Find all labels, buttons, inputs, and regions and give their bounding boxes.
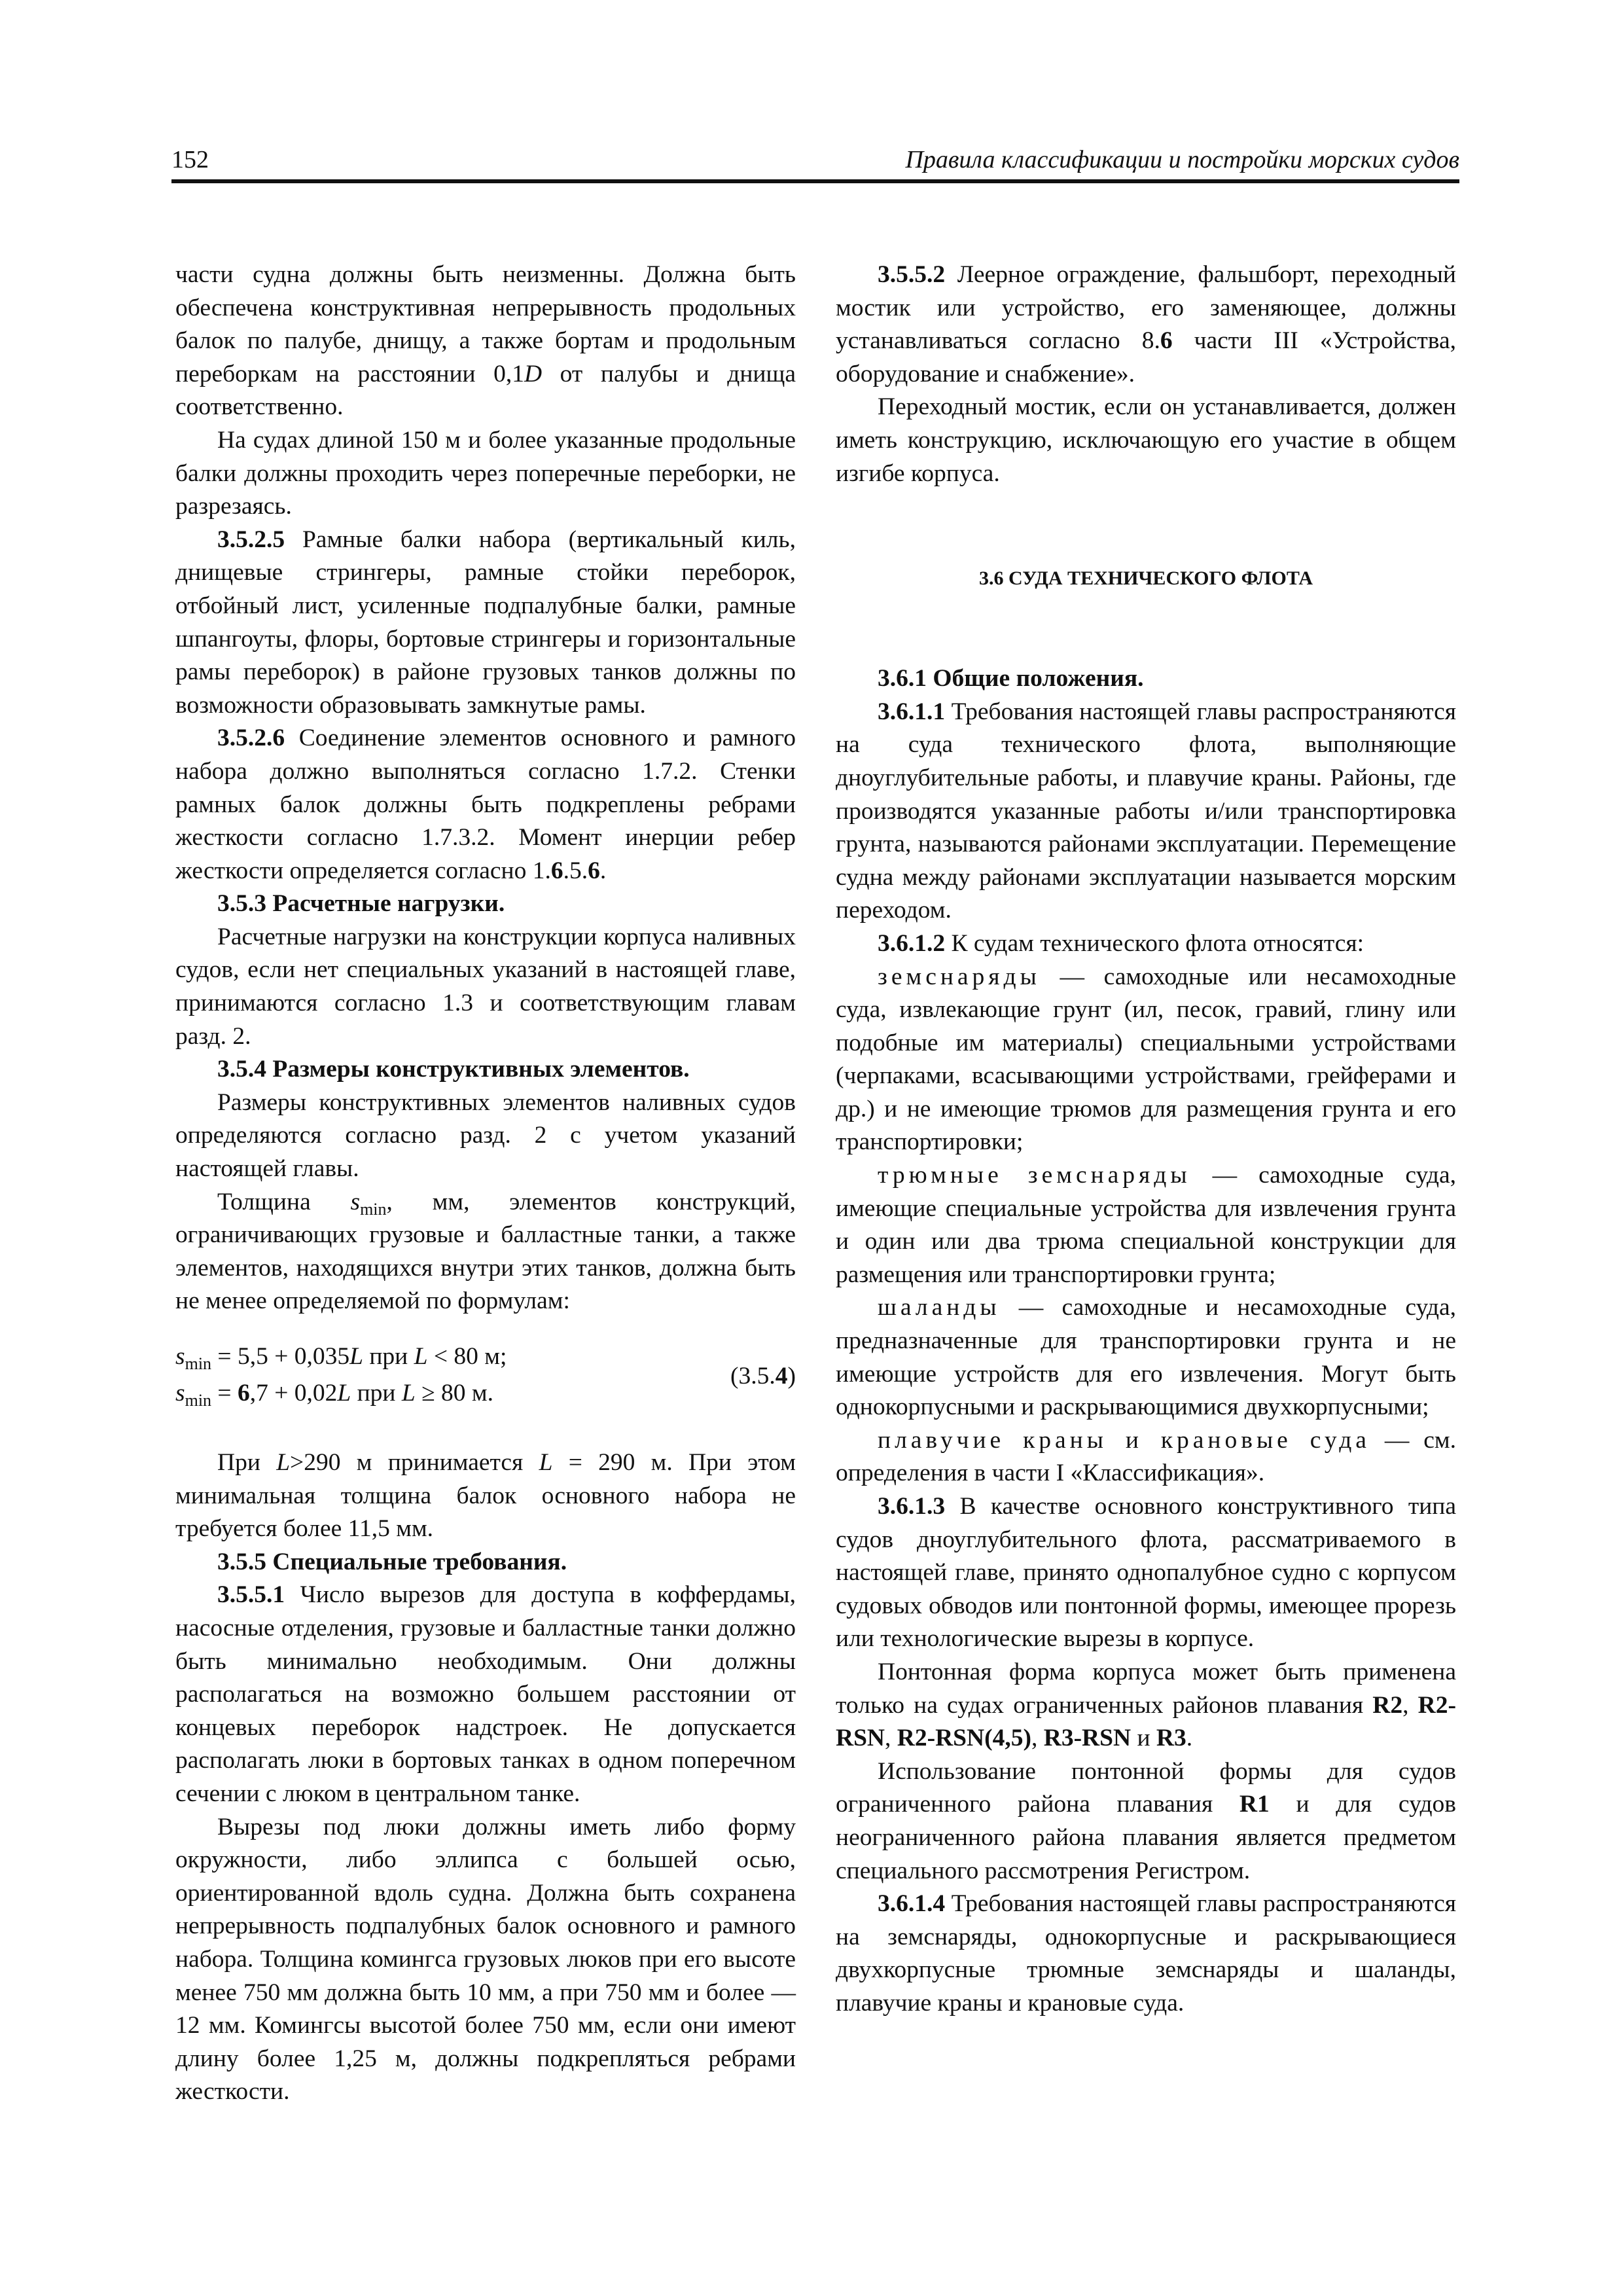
paragraph-3-6-1-4: 3.6.1.4 Требования настоящей главы распространяются на земснаряды, однокорпусные и раскрывающиеся двухкорпусные трюмные земснаряды и шаланды, плавучие краны и крановые суда. bbox=[836, 1890, 1456, 2017]
paragraph: Вырезы под люки должны иметь либо форму окружности, либо эллипса с большей осью, ориентированной вдоль судна. Должна быть сохранена непрерывность подпалубных балок основного и рамного набора. Толщина комингса грузовых люков при его высоте менее 750 мм должна быть 10 мм, а при 750 мм и более — 12 мм. Комингсы высотой более 750 мм, если они имеют длину более 1,25 м, должны подкрепляться ребрами жесткости. bbox=[175, 1813, 796, 2106]
formula-number: (3.5.4) bbox=[730, 1363, 796, 1390]
paragraph-3-6-1-3: 3.6.1.3 В качестве основного конструктивного типа судов дноуглубительного флота, рассматриваемого в настоящей главе, принято однопалубное судно с корпусом судовых обводов или понтонной формы, имеющее прорезь или технологические вырезы в корпусе. bbox=[836, 1493, 1456, 1653]
definition-barges: шаланды — самоходные и несамоходные суда, предназначенные для транспортировки грунта и не имеющие устройств для его извлечения. Могут быть однокорпусными и раскрывающимися двухкорпусными; bbox=[836, 1294, 1456, 1421]
paragraph: Толщина $s_{min}$, мм, элементов конструкций, ограничивающих грузовые и балластные танки, а также элементов, находящихся внутри этих танков, должна быть не менее определяемой по формулам: bbox=[175, 1188, 796, 1315]
paragraph: Понтонная форма корпуса может быть применена только на судах ограниченных районов плавания R2, R2-RSN, R2-RSN(4,5), R3-RSN и R3. bbox=[836, 1658, 1456, 1752]
paragraph: Размеры конструктивных элементов наливных судов определяются согласно разд. 2 с учетом указаний настоящей главы. bbox=[175, 1088, 796, 1183]
paragraph: Переходный мостик, если он устанавливается, должен иметь конструкцию, исключающую его участие в общем изгибе корпуса. bbox=[836, 393, 1456, 487]
definition-hopper-dredgers: трюмные земснаряды — самоходные суда, имеющие специальные устройства для извлечения грунта и один или два трюма специальной конструкции для размещения или транспортировки грунта; bbox=[836, 1162, 1456, 1288]
formula-line-1: $s_{min} = 5,5 + 0,035L$ при L < 80 м; bbox=[175, 1343, 507, 1373]
left-column bbox=[175, 259, 796, 2109]
paragraph-3-5-5-1: 3.5.5.1 Число вырезов для доступа в коффердамы, насосные отделения, грузовые и балластные танки должно быть минимально необходимым. Они должны располагаться на возможно большем расстоянии от концевых переборок надстроек. Не допускается располагать люки в бортовых танках в одном поперечном сечении с люком в центральном танке. bbox=[175, 1581, 796, 1807]
definition-floating-cranes: плавучие краны и крановые суда — см. определения в части I «Классификация». bbox=[836, 1426, 1456, 1487]
paragraph: части судна должны быть неизменны. Должна быть обеспечена конструктивная непрерывность продольных балок по палубе, днищу, а также бортам и продольным переборкам на расстоянии 0,1D от палубы и днища соответственно. bbox=[175, 261, 796, 421]
heading-3-5-4: 3.5.4 Размеры конструктивных элементов. bbox=[217, 1056, 690, 1083]
heading-3-5-5: 3.5.5 Специальные требования. bbox=[217, 1548, 567, 1575]
running-title: Правила классификации и постройки морских судов bbox=[905, 146, 1459, 173]
paragraph: Расчетные нагрузки на конструкции корпуса наливных судов, если нет специальных указаний в настоящей главе, принимаются согласно 1.3 и соответствующим главам разд. 2. bbox=[175, 923, 796, 1050]
paragraph-3-6-1-1: 3.6.1.1 Требования настоящей главы распространяются на суда технического флота, выполняющие дноуглубительные работы, и плавучие краны. Районы, где производятся указанные работы и/или транспортировка грунта, называются районами эксплуатации. Перемещение судна между районами эксплуатации называется морским переходом. bbox=[836, 698, 1456, 924]
paragraph-3-5-5-2: 3.5.5.2 Леерное ограждение, фальшборт, переходный мостик или устройство, его заменяющее, должны устанавливаться согласно 8.6 части III «Устройства, оборудование и снабжение». bbox=[836, 261, 1456, 387]
paragraph-3-6-1-2: 3.6.1.2 К судам технического флота относятся: bbox=[878, 929, 1364, 957]
formula-line-2: $s_{min} = 6,7 + 0,02L$ при L ≥ 80 м. bbox=[175, 1380, 494, 1410]
section-title: 3.6 СУДА ТЕХНИЧЕСКОГО ФЛОТА bbox=[979, 567, 1313, 590]
paragraph: Использование понтонной формы для судов ограниченного района плавания R1 и для судов неограниченного района плавания является предметом специального рассмотрения Регистром. bbox=[836, 1757, 1456, 1884]
paragraph-3-5-2-6: 3.5.2.6 Соединение элементов основного и рамного набора должно выполняться согласно 1.7.2. Стенки рамных балок должны быть подкреплены ребрами жесткости согласно 1.7.3.2. Момент инерции ребер жесткости определяется согласно 1.6.5.6. bbox=[175, 725, 796, 884]
heading-3-5-3: 3.5.3 Расчетные нагрузки. bbox=[217, 890, 505, 918]
paragraph-3-5-2-5: 3.5.2.5 Рамные балки набора (вертикальный киль, днищевые стрингеры, рамные стойки переборок, отбойный лист, усиленные подпалубные балки, рамные шпангоуты, флоры, бортовые стрингеры и горизонтальные рамы переборок) в районе грузовых танков должны по возможности образовывать замкнутые рамы. bbox=[175, 526, 796, 719]
paragraph: На судах длиной 150 м и более указанные продольные балки должны проходить через поперечные переборки, не разрезаясь. bbox=[175, 426, 796, 520]
heading-3-6-1: 3.6.1 Общие положения. bbox=[878, 665, 1144, 692]
page-number: 152 bbox=[171, 146, 209, 173]
paragraph: При L>290 м принимается L = 290 м. При этом минимальная толщина балок основного набора не требуется более 11,5 мм. bbox=[175, 1449, 796, 1543]
definition-dredgers: земснаряды — самоходные или несамоходные суда, извлекающие грунт (ил, песок, гравий, глину или подобные им материалы) специальными устройствами (черпаками, всасывающими устройствами, грейферами и др.) и не имеющие трюмов для размещения грунта и его транспортировки; bbox=[836, 963, 1456, 1156]
page-header bbox=[171, 143, 1459, 183]
right-column bbox=[836, 259, 1456, 2020]
formula-3-5-4 bbox=[175, 1340, 796, 1419]
